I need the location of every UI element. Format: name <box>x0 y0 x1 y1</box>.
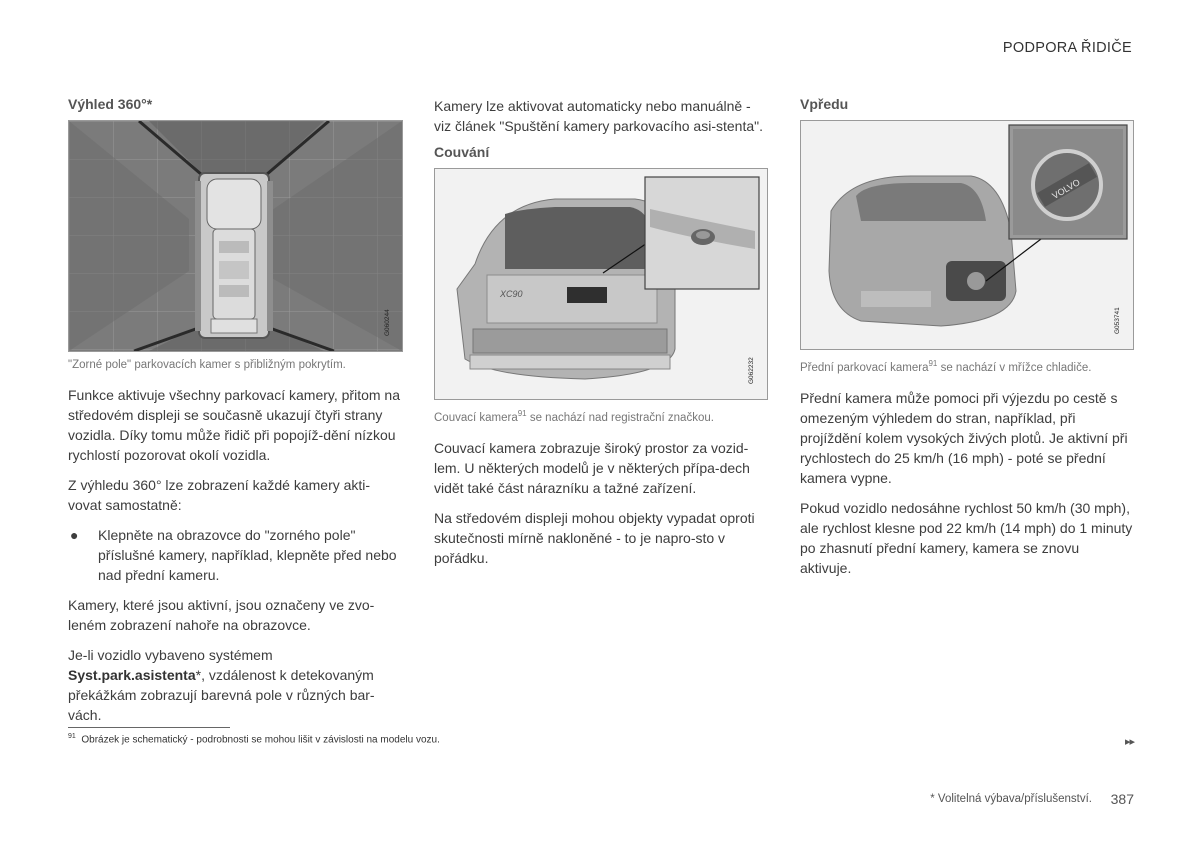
paragraph: Z výhledu 360° lze zobrazení každé kamery akti-vovat samostatně: <box>68 477 371 513</box>
figure-caption <box>434 406 768 426</box>
paragraph: Přední kamera může pomoci při výjezdu po cestě s omezeným výhledem do stran, například, při projíždění kolem vysokých živých plotů. Je aktivní při rychlostech do 25 km/h (16 mph) - poté se přední kamera vypne. <box>800 389 1128 486</box>
footnote-ref: 91 <box>517 409 527 418</box>
rear-badge: XC90 <box>500 289 523 299</box>
figure-front-camera <box>800 120 1134 350</box>
rear-car-illustration <box>435 169 767 399</box>
paragraph: Pokud vozidlo nedosáhne rychlost 50 km/h (30 mph), ale rychlost klesne pod 22 km/h (14 mph) do 1 minuty po zhasnutí přední kamery, kamera se znovu aktivuje. <box>800 499 1133 576</box>
bullet-item <box>68 525 403 585</box>
next-page-arrows-icon[interactable]: ▸▸ <box>1124 736 1134 748</box>
optional-equipment-note: * Volitelná výbava/příslušenství. <box>930 793 1092 805</box>
caption-text: se nachází v mřížce chladiče. <box>937 361 1092 374</box>
heading-360-view: Výhled 360°* <box>68 96 153 112</box>
bullet-text: Klepněte na obrazovce do "zorného pole" příslušné kamery, například, klepněte před nebo nad přední kameru. <box>98 527 397 583</box>
column-rear <box>434 96 768 578</box>
paragraph: Couvací kamera zobrazuje široký prostor za vozid-lem. U některých modelů je v některých přípa-dech vidět také část nárazníku a tažné zařízení. <box>434 439 750 496</box>
caption-text: Couvací kamera <box>434 411 518 424</box>
paragraph-park-assist <box>68 645 403 725</box>
figure-rear-camera <box>434 168 768 400</box>
paragraph: Na středovém displeji mohou objekty vypadat oproti skutečnosti mírně nakloněné - to je napro-sto v pořádku. <box>434 509 755 566</box>
paragraph: Funkce aktivuje všechny parkovací kamery, přitom na středovém displeji se současně ukazují čtyři strany vozidla. Díky tomu může řidič při popojíž-dění nízkou rychlostí pozorovat okolí vozidla. <box>68 387 400 463</box>
figure-caption: "Zorné pole" parkovacích kamer s přibližným pokrytím. <box>68 359 346 371</box>
grille-badge: VOLVO <box>1050 177 1082 201</box>
footnote-text: Obrázek je schematický - podrobnosti se mohou lišit v závislosti na modelu vozu. <box>81 734 440 746</box>
figure-id: G062232 <box>748 357 755 384</box>
figure-360-view <box>68 120 403 352</box>
paragraph: Kamery lze aktivovat automaticky nebo manuálně - viz článek "Spuštění kamery parkovacího asi-stenta". <box>434 98 763 134</box>
figure-id: G053741 <box>1114 307 1121 334</box>
caption-text: Přední parkovací kamera <box>800 361 929 374</box>
figure-caption <box>800 356 1134 376</box>
heading-front: Vpředu <box>800 96 849 112</box>
bullet-marker: ● <box>70 527 79 543</box>
footnote-ref: 91 <box>928 359 938 368</box>
column-360-view <box>68 96 403 735</box>
text-span: Je-li vozidlo vybaveno systémem <box>68 647 273 663</box>
park-assist-term: Syst.park.asistenta <box>68 667 196 683</box>
footnote-divider <box>68 727 230 728</box>
front-car-illustration <box>801 121 1133 349</box>
paragraph: Kamery, které jsou aktivní, jsou označeny ve zvo-leném zobrazení nahoře na obrazovce. <box>68 597 375 633</box>
text-span: *, vzdálenost k detekovaným překážkám zobrazují barevná pole v různých bar-vách. <box>68 667 375 723</box>
page-number: 387 <box>1110 791 1134 807</box>
figure-id: G060244 <box>384 309 391 336</box>
footnote-number: 91 <box>68 733 76 740</box>
section-title: PODPORA ŘIDIČE <box>1002 40 1132 56</box>
footnote <box>68 733 440 745</box>
heading-rear: Couvání <box>434 144 490 160</box>
caption-text: se nachází nad registrační značkou. <box>526 411 714 424</box>
column-front <box>800 96 1134 588</box>
top-view-car-illustration <box>69 121 402 351</box>
